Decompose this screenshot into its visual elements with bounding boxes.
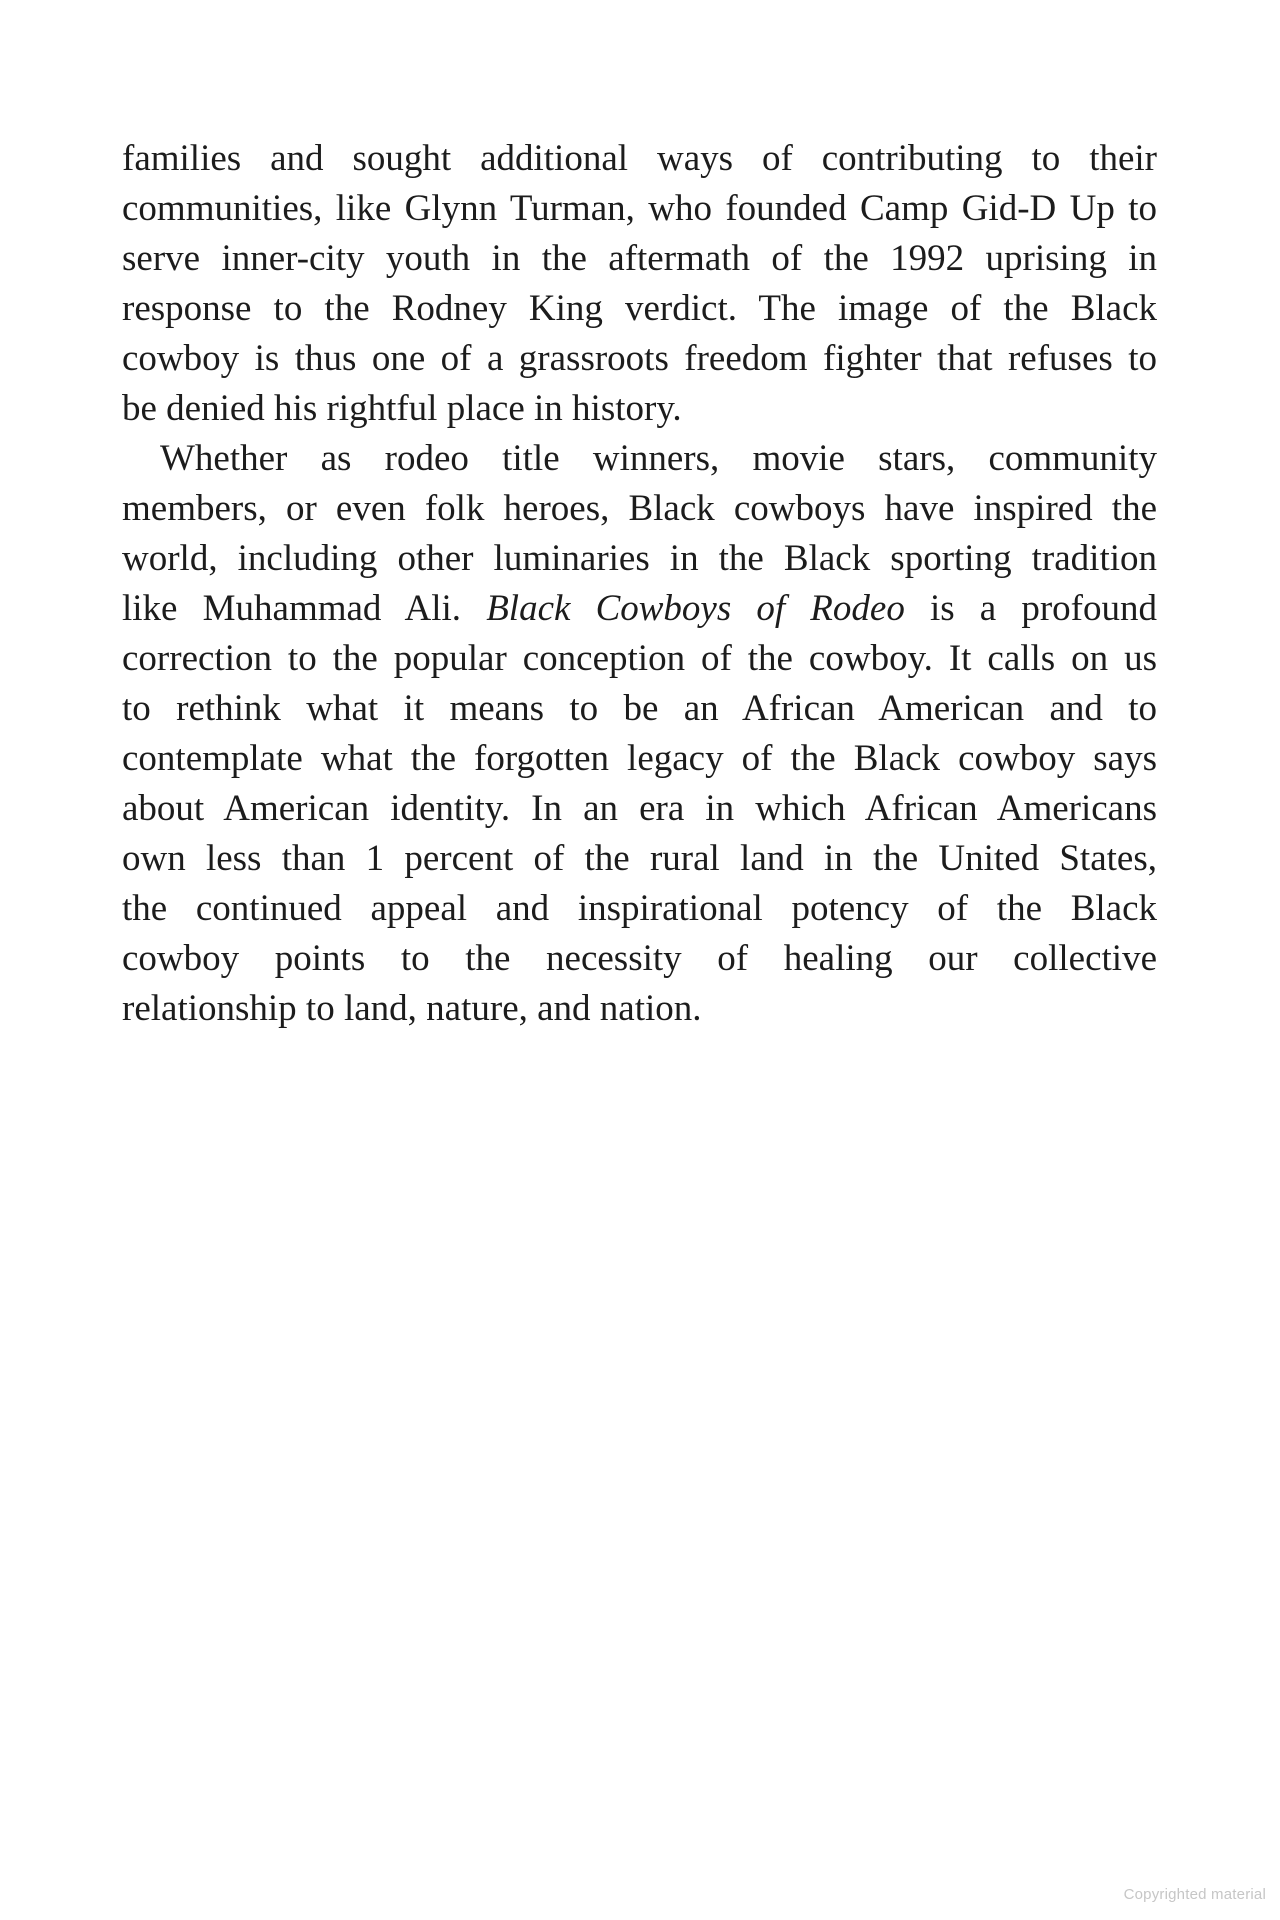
text-line [122, 334, 1157, 384]
paragraph [122, 134, 1157, 434]
text-line [122, 834, 1157, 884]
text-segment: own less than 1 percent of the rural land in the United States, [122, 838, 1157, 879]
text-segment: contemplate what the forgotten legacy of the Black cowboy says [122, 738, 1157, 779]
text-segment: is a profound [904, 588, 1157, 629]
text-line [122, 784, 1157, 834]
text-line [122, 434, 1157, 484]
text-segment: cowboy is thus one of a grassroots freedom fighter that refuses to [122, 338, 1157, 379]
text-line [122, 234, 1157, 284]
text-line [122, 884, 1157, 934]
text-line [122, 484, 1157, 534]
text-line [122, 384, 1157, 434]
text-segment: about American identity. In an era in which African Americans [122, 788, 1157, 829]
text-segment: cowboy points to the necessity of healing our collective [122, 938, 1157, 979]
copyright-watermark: Copyrighted material [1123, 1886, 1266, 1903]
text-segment: serve inner-city youth in the aftermath of the 1992 uprising in [122, 238, 1157, 279]
text-line [122, 534, 1157, 584]
page-text-block [122, 134, 1157, 1034]
text-segment: to rethink what it means to be an African American and to [122, 688, 1157, 729]
text-segment: correction to the popular conception of the cowboy. It calls on us [122, 638, 1157, 679]
text-segment: like Muhammad Ali. [122, 588, 487, 629]
text-segment: communities, like Glynn Turman, who founded Camp Gid-D Up to [122, 188, 1157, 229]
text-segment: world, including other luminaries in the Black sporting tradition [122, 538, 1157, 579]
text-line [122, 134, 1157, 184]
text-line [122, 634, 1157, 684]
text-line [122, 184, 1157, 234]
text-segment: families and sought additional ways of contributing to their [122, 138, 1157, 179]
text-line [122, 684, 1157, 734]
text-line [122, 584, 1157, 634]
text-segment: the continued appeal and inspirational potency of the Black [122, 888, 1157, 929]
text-segment: relationship to land, nature, and nation. [122, 988, 702, 1029]
text-segment: be denied his rightful place in history. [122, 388, 682, 429]
text-line [122, 734, 1157, 784]
text-line [122, 284, 1157, 334]
text-segment: Whether as rodeo title winners, movie stars, community [160, 438, 1157, 479]
text-segment: response to the Rodney King verdict. The image of the Black [122, 288, 1157, 329]
paragraph [122, 434, 1157, 1034]
book-title-italic: Black Cowboys of Rodeo [486, 588, 905, 629]
text-segment: members, or even folk heroes, Black cowboys have inspired the [122, 488, 1157, 529]
text-line [122, 984, 1157, 1034]
text-line [122, 934, 1157, 984]
